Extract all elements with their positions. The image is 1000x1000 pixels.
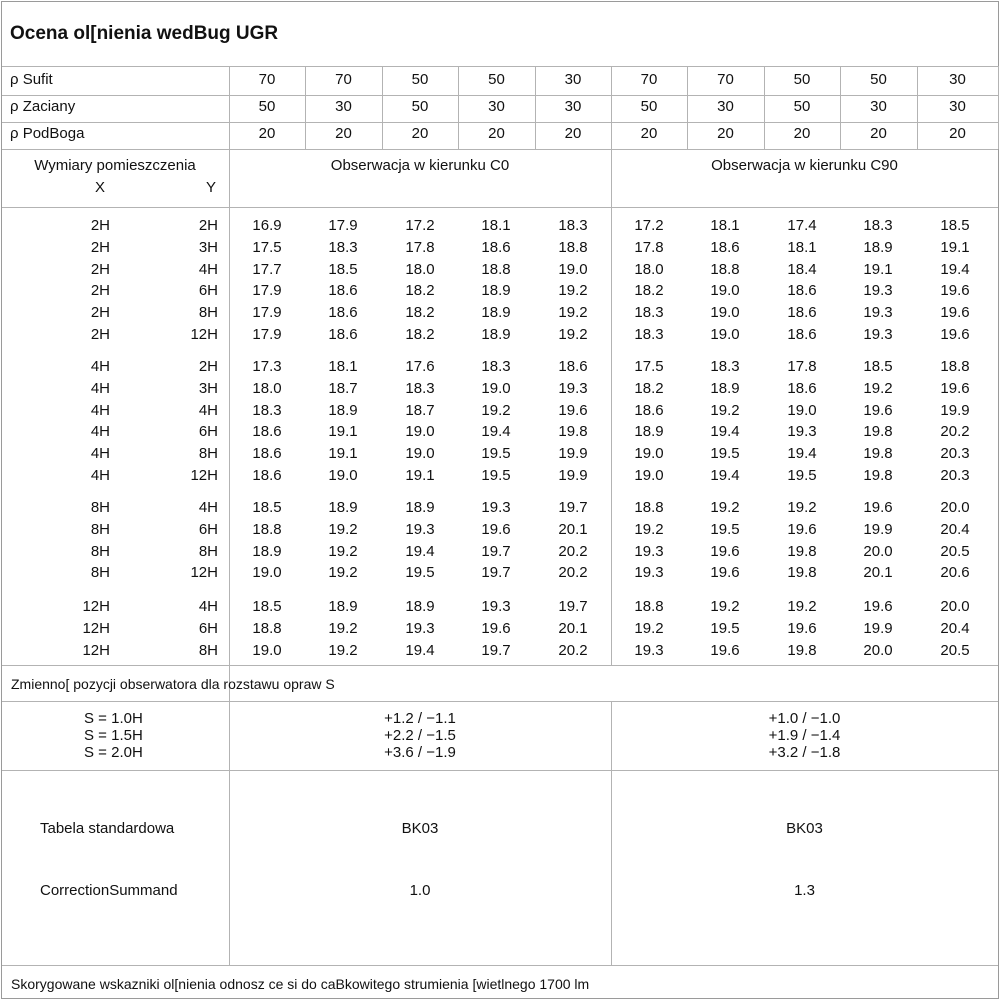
ugr-value: 19.1 — [863, 261, 893, 278]
ugr-value: 18.0 — [405, 261, 435, 278]
ugr-value: 18.6 — [634, 402, 664, 419]
ugr-value: 19.4 — [787, 445, 817, 462]
ugr-value: 19.9 — [863, 521, 893, 538]
ugr-value: 19.3 — [787, 423, 817, 440]
ugr-value: 19.7 — [558, 598, 588, 615]
ugr-value: 19.6 — [863, 598, 893, 615]
ugr-value: 19.1 — [328, 423, 358, 440]
reflectance-value: 70 — [258, 71, 276, 88]
ugr-value: 18.8 — [252, 521, 282, 538]
reflectance-value: 20 — [640, 125, 658, 142]
ugr-value: 17.9 — [252, 326, 282, 343]
ugr-value: 18.2 — [634, 282, 664, 299]
ugr-value: 18.7 — [405, 402, 435, 419]
ugr-value: 19.8 — [787, 564, 817, 581]
ugr-value: 19.0 — [328, 467, 358, 484]
ugr-value: 19.8 — [558, 423, 588, 440]
ugr-value: 19.2 — [710, 402, 740, 419]
ugr-value: 20.4 — [940, 620, 970, 637]
ugr-value: 19.4 — [481, 423, 511, 440]
y-axis-label: Y — [206, 179, 217, 196]
ugr-value: 19.6 — [710, 543, 740, 560]
ugr-value: 18.3 — [252, 402, 282, 419]
row-divider — [2, 701, 998, 702]
ugr-value: 19.6 — [940, 326, 970, 343]
ugr-value: 19.0 — [634, 445, 664, 462]
ugr-value: 18.9 — [405, 598, 435, 615]
ugr-value: 17.2 — [634, 217, 664, 234]
ugr-value: 19.5 — [405, 564, 435, 581]
ugr-value: 20.5 — [940, 642, 970, 659]
ugr-value: 18.6 — [252, 445, 282, 462]
ugr-value: 19.6 — [710, 564, 740, 581]
ugr-value: 18.6 — [558, 358, 588, 375]
ugr-value: 19.2 — [634, 521, 664, 538]
reflectance-value: 30 — [949, 71, 966, 88]
ugr-value: 20.0 — [863, 543, 893, 560]
ugr-value: 19.7 — [481, 564, 511, 581]
ugr-value: 19.3 — [481, 499, 511, 516]
ugr-value: 19.2 — [787, 499, 817, 516]
ugr-value: 19.6 — [940, 282, 970, 299]
ugr-value: 19.1 — [328, 445, 358, 462]
ugr-value: 19.3 — [481, 598, 511, 615]
room-x: 4H — [90, 402, 110, 419]
ugr-value: 19.9 — [940, 402, 970, 419]
ugr-value: 19.3 — [863, 282, 893, 299]
ugr-value: 20.6 — [940, 564, 970, 581]
page-title: Ocena ol[nienia wedBug UGR — [10, 23, 279, 44]
ugr-value: 19.7 — [481, 642, 511, 659]
ugr-value: 19.8 — [863, 423, 893, 440]
ugr-value: 18.2 — [405, 282, 435, 299]
row-divider — [2, 207, 998, 208]
room-x: 2H — [90, 217, 110, 234]
ugr-value: 19.6 — [863, 402, 893, 419]
ugr-value: 16.9 — [252, 217, 282, 234]
ugr-value: 19.0 — [710, 282, 740, 299]
room-y: 8H — [198, 642, 218, 659]
ugr-value: 19.8 — [787, 642, 817, 659]
ugr-value: 18.9 — [405, 499, 435, 516]
room-y: 6H — [198, 620, 218, 637]
room-x: 2H — [90, 239, 110, 256]
ugr-value: 18.3 — [710, 358, 740, 375]
ugr-value: 18.9 — [328, 499, 358, 516]
standard-table-label: Tabela standardowa — [40, 820, 175, 837]
ugr-value: 20.1 — [863, 564, 893, 581]
ugr-value: 18.3 — [558, 217, 588, 234]
room-y: 4H — [198, 402, 218, 419]
ugr-value: 18.2 — [634, 380, 664, 397]
ugr-value: 18.5 — [940, 217, 970, 234]
room-x: 4H — [90, 423, 110, 440]
variation-c0: +2.2 / −1.5 — [384, 727, 456, 744]
ugr-value: 18.0 — [634, 261, 664, 278]
room-y: 4H — [198, 598, 218, 615]
ugr-value: 19.2 — [710, 499, 740, 516]
reflectance-label: ρ PodBoga — [10, 125, 85, 142]
ugr-value: 18.8 — [481, 261, 511, 278]
footer-note: Skorygowane wskazniki ol[nienia odnosz ce si do caBkowitego strumienia [wietlnego 1700 lm — [11, 976, 590, 992]
reflectance-value: 20 — [335, 125, 352, 142]
room-x: 4H — [90, 380, 110, 397]
ugr-value: 18.6 — [252, 467, 282, 484]
ugr-value: 20.5 — [940, 543, 970, 560]
ugr-value: 19.6 — [787, 620, 817, 637]
ugr-value: 18.5 — [328, 261, 358, 278]
observation-c90-label: Obserwacja w kierunku C90 — [711, 157, 898, 174]
ugr-value: 19.3 — [405, 620, 435, 637]
ugr-value: 19.1 — [405, 467, 435, 484]
correction-c90: 1.3 — [794, 882, 815, 899]
ugr-value: 19.5 — [710, 521, 740, 538]
ugr-value: 19.2 — [328, 564, 358, 581]
ugr-value: 18.6 — [328, 326, 358, 343]
ugr-value: 17.6 — [405, 358, 435, 375]
ugr-value: 19.0 — [252, 642, 282, 659]
ugr-value: 18.9 — [863, 239, 893, 256]
ugr-value: 18.8 — [634, 598, 664, 615]
s-spacing: S = 2.0H — [84, 744, 143, 761]
variation-c90: +1.9 / −1.4 — [768, 727, 841, 744]
ugr-value: 18.6 — [481, 239, 511, 256]
room-x: 8H — [90, 543, 110, 560]
ugr-value: 19.8 — [863, 467, 893, 484]
reflectance-value: 50 — [870, 71, 887, 88]
ugr-value: 18.3 — [863, 217, 893, 234]
reflectance-value: 50 — [411, 71, 429, 88]
ugr-value: 20.0 — [863, 642, 893, 659]
ugr-value: 18.1 — [787, 239, 817, 256]
ugr-value: 19.9 — [558, 467, 588, 484]
room-y: 4H — [198, 261, 218, 278]
observation-c0-label: Obserwacja w kierunku C0 — [330, 157, 510, 174]
reflectance-value: 20 — [793, 125, 811, 142]
reflectance-value: 20 — [488, 125, 505, 142]
ugr-value: 20.0 — [940, 598, 970, 615]
ugr-value: 19.2 — [558, 304, 588, 321]
room-y: 8H — [198, 543, 218, 560]
room-x: 12H — [82, 598, 110, 615]
ugr-value: 18.1 — [710, 217, 740, 234]
row-divider — [2, 965, 998, 966]
reflectance-label: ρ Zaciany — [10, 98, 76, 115]
ugr-value: 19.3 — [863, 326, 893, 343]
ugr-value: 20.1 — [558, 620, 588, 637]
ugr-value: 17.8 — [634, 239, 664, 256]
variation-c90: +1.0 / −1.0 — [768, 710, 841, 727]
ugr-value: 19.6 — [481, 620, 511, 637]
ugr-value: 19.2 — [863, 380, 893, 397]
column-divider — [611, 149, 612, 665]
ugr-value: 19.4 — [940, 261, 970, 278]
ugr-value: 18.3 — [634, 326, 664, 343]
room-y: 6H — [198, 423, 218, 440]
x-axis-label: X — [95, 179, 106, 196]
ugr-value: 19.5 — [710, 620, 740, 637]
ugr-value: 18.5 — [252, 598, 282, 615]
reflectance-value: 70 — [335, 71, 352, 88]
ugr-value: 19.4 — [405, 543, 435, 560]
room-x: 2H — [90, 326, 110, 343]
ugr-value: 20.2 — [940, 423, 970, 440]
room-x: 8H — [90, 521, 110, 538]
reflectance-value: 30 — [488, 98, 505, 115]
reflectance-value: 50 — [258, 98, 276, 115]
ugr-value: 19.9 — [863, 620, 893, 637]
room-x: 12H — [82, 642, 110, 659]
standard-table-c90: BK03 — [786, 820, 823, 837]
ugr-value: 20.3 — [940, 467, 970, 484]
variation-c90: +3.2 / −1.8 — [768, 744, 841, 761]
s-spacing: S = 1.0H — [84, 710, 143, 727]
reflectance-value: 50 — [640, 98, 658, 115]
ugr-value: 19.2 — [328, 521, 358, 538]
ugr-value: 18.9 — [481, 282, 511, 299]
ugr-value: 19.9 — [558, 445, 588, 462]
reflectance-value: 20 — [411, 125, 429, 142]
row-divider — [2, 770, 998, 771]
ugr-value: 19.3 — [558, 380, 588, 397]
ugr-value: 18.3 — [481, 358, 511, 375]
variation-c0: +3.6 / −1.9 — [384, 744, 456, 761]
ugr-value: 17.8 — [405, 239, 435, 256]
ugr-value: 19.0 — [710, 326, 740, 343]
ugr-value: 17.9 — [252, 282, 282, 299]
ugr-value: 19.0 — [787, 402, 817, 419]
ugr-value: 19.0 — [634, 467, 664, 484]
ugr-value: 18.8 — [252, 620, 282, 637]
ugr-value: 19.0 — [405, 445, 435, 462]
ugr-value: 19.8 — [863, 445, 893, 462]
room-x: 2H — [90, 304, 110, 321]
reflectance-value: 30 — [870, 98, 887, 115]
ugr-value: 18.8 — [634, 499, 664, 516]
ugr-value: 18.9 — [710, 380, 740, 397]
room-y: 12H — [190, 564, 218, 581]
ugr-value: 19.2 — [481, 402, 511, 419]
ugr-value: 17.2 — [405, 217, 435, 234]
row-divider — [2, 149, 998, 150]
ugr-value: 18.9 — [634, 423, 664, 440]
reflectance-value: 30 — [335, 98, 352, 115]
standard-table-c0: BK03 — [401, 820, 439, 837]
ugr-value: 19.2 — [787, 598, 817, 615]
ugr-value: 18.3 — [405, 380, 435, 397]
variation-c0: +1.2 / −1.1 — [384, 710, 456, 727]
ugr-value: 18.2 — [405, 304, 435, 321]
room-y: 6H — [198, 282, 218, 299]
ugr-value: 19.5 — [481, 467, 511, 484]
ugr-value: 19.0 — [558, 261, 588, 278]
ugr-value: 20.2 — [558, 543, 588, 560]
ugr-value: 18.6 — [252, 423, 282, 440]
reflectance-value: 30 — [564, 98, 582, 115]
s-spacing: S = 1.5H — [84, 727, 143, 744]
reflectance-value: 20 — [258, 125, 276, 142]
ugr-value: 17.8 — [787, 358, 817, 375]
ugr-value: 19.2 — [710, 598, 740, 615]
ugr-value: 18.6 — [787, 380, 817, 397]
room-y: 12H — [190, 467, 218, 484]
ugr-value: 20.0 — [940, 499, 970, 516]
ugr-value: 18.3 — [634, 304, 664, 321]
room-x: 8H — [90, 564, 110, 581]
reflectance-value: 20 — [949, 125, 966, 142]
ugr-value: 19.4 — [710, 423, 740, 440]
ugr-value: 19.3 — [863, 304, 893, 321]
ugr-value: 18.5 — [252, 499, 282, 516]
room-y: 2H — [198, 217, 218, 234]
reflectance-value: 50 — [793, 98, 811, 115]
ugr-value: 19.6 — [558, 402, 588, 419]
ugr-value: 17.9 — [252, 304, 282, 321]
reflectance-value: 20 — [564, 125, 582, 142]
ugr-value: 19.5 — [481, 445, 511, 462]
reflectance-value: 30 — [949, 98, 966, 115]
ugr-value: 18.9 — [252, 543, 282, 560]
ugr-value: 18.0 — [252, 380, 282, 397]
ugr-value: 19.6 — [481, 521, 511, 538]
ugr-value: 18.5 — [863, 358, 893, 375]
ugr-value: 20.4 — [940, 521, 970, 538]
ugr-value: 19.0 — [405, 423, 435, 440]
reflectance-value: 50 — [793, 71, 811, 88]
ugr-value: 18.9 — [328, 598, 358, 615]
row-divider — [2, 665, 998, 666]
ugr-value: 18.6 — [328, 282, 358, 299]
ugr-value: 19.0 — [252, 564, 282, 581]
ugr-value: 18.7 — [328, 380, 358, 397]
room-x: 8H — [90, 499, 110, 516]
ugr-value: 17.7 — [252, 261, 282, 278]
ugr-value: 20.3 — [940, 445, 970, 462]
ugr-value: 19.6 — [787, 521, 817, 538]
room-x: 2H — [90, 282, 110, 299]
room-y: 12H — [190, 326, 218, 343]
ugr-value: 19.1 — [940, 239, 970, 256]
ugr-value: 17.3 — [252, 358, 282, 375]
ugr-value: 19.7 — [481, 543, 511, 560]
ugr-value: 19.2 — [558, 326, 588, 343]
row-divider — [2, 122, 998, 123]
ugr-value: 19.4 — [405, 642, 435, 659]
correction-c0: 1.0 — [409, 882, 431, 899]
ugr-value: 18.4 — [787, 261, 817, 278]
room-x: 4H — [90, 467, 110, 484]
ugr-value: 19.6 — [940, 380, 970, 397]
ugr-value: 18.6 — [328, 304, 358, 321]
room-y: 2H — [198, 358, 218, 375]
reflectance-value: 70 — [640, 71, 658, 88]
reflectance-value: 20 — [870, 125, 887, 142]
ugr-value: 19.0 — [710, 304, 740, 321]
ugr-value: 19.4 — [710, 467, 740, 484]
ugr-value: 18.9 — [328, 402, 358, 419]
ugr-value: 17.9 — [328, 217, 358, 234]
ugr-value: 18.9 — [481, 304, 511, 321]
ugr-value: 18.6 — [787, 304, 817, 321]
ugr-value: 18.8 — [710, 261, 740, 278]
ugr-value: 18.8 — [940, 358, 970, 375]
ugr-value: 19.0 — [481, 380, 511, 397]
row-divider — [2, 95, 998, 96]
ugr-value: 18.1 — [328, 358, 358, 375]
ugr-value: 20.2 — [558, 564, 588, 581]
ugr-value: 19.6 — [940, 304, 970, 321]
room-x: 2H — [90, 261, 110, 278]
reflectance-label: ρ Sufit — [10, 71, 53, 88]
room-y: 3H — [198, 380, 218, 397]
room-x: 4H — [90, 445, 110, 462]
correction-label: CorrectionSummand — [40, 882, 178, 899]
ugr-value: 20.2 — [558, 642, 588, 659]
ugr-value: 19.5 — [710, 445, 740, 462]
ugr-value: 19.7 — [558, 499, 588, 516]
ugr-value: 19.2 — [328, 543, 358, 560]
ugr-value: 18.8 — [558, 239, 588, 256]
ugr-value: 18.9 — [481, 326, 511, 343]
room-x: 12H — [82, 620, 110, 637]
ugr-value: 19.2 — [634, 620, 664, 637]
ugr-value: 18.2 — [405, 326, 435, 343]
ugr-value: 17.5 — [634, 358, 664, 375]
reflectance-value: 50 — [411, 98, 429, 115]
ugr-value: 20.1 — [558, 521, 588, 538]
room-y: 4H — [198, 499, 218, 516]
reflectance-value: 70 — [717, 71, 734, 88]
reflectance-value: 30 — [717, 98, 734, 115]
room-y: 8H — [198, 304, 218, 321]
ugr-value: 19.2 — [558, 282, 588, 299]
ugr-value: 18.3 — [328, 239, 358, 256]
reflectance-value: 20 — [717, 125, 734, 142]
row-divider — [2, 66, 998, 67]
ugr-value: 18.1 — [481, 217, 511, 234]
ugr-value: 19.3 — [405, 521, 435, 538]
ugr-value: 19.6 — [710, 642, 740, 659]
ugr-value: 19.2 — [328, 642, 358, 659]
room-x: 4H — [90, 358, 110, 375]
ugr-value: 18.6 — [710, 239, 740, 256]
room-y: 3H — [198, 239, 218, 256]
ugr-value: 18.6 — [787, 326, 817, 343]
ugr-value: 19.5 — [787, 467, 817, 484]
column-divider — [998, 66, 999, 149]
ugr-value: 19.6 — [863, 499, 893, 516]
ugr-value: 19.8 — [787, 543, 817, 560]
ugr-value: 19.3 — [634, 642, 664, 659]
ugr-value: 19.3 — [634, 543, 664, 560]
variation-heading: Zmienno[ pozycji obserwatora dla rozstawu opraw S — [11, 676, 335, 692]
column-divider — [229, 149, 230, 965]
ugr-value: 18.6 — [787, 282, 817, 299]
ugr-value: 17.4 — [787, 217, 817, 234]
reflectance-value: 30 — [564, 71, 582, 88]
room-y: 6H — [198, 521, 218, 538]
ugr-value: 17.5 — [252, 239, 282, 256]
ugr-value: 19.2 — [328, 620, 358, 637]
reflectance-value: 50 — [488, 71, 505, 88]
room-y: 8H — [198, 445, 218, 462]
ugr-value: 19.3 — [634, 564, 664, 581]
room-dimensions-label: Wymiary pomieszczenia — [34, 157, 196, 174]
